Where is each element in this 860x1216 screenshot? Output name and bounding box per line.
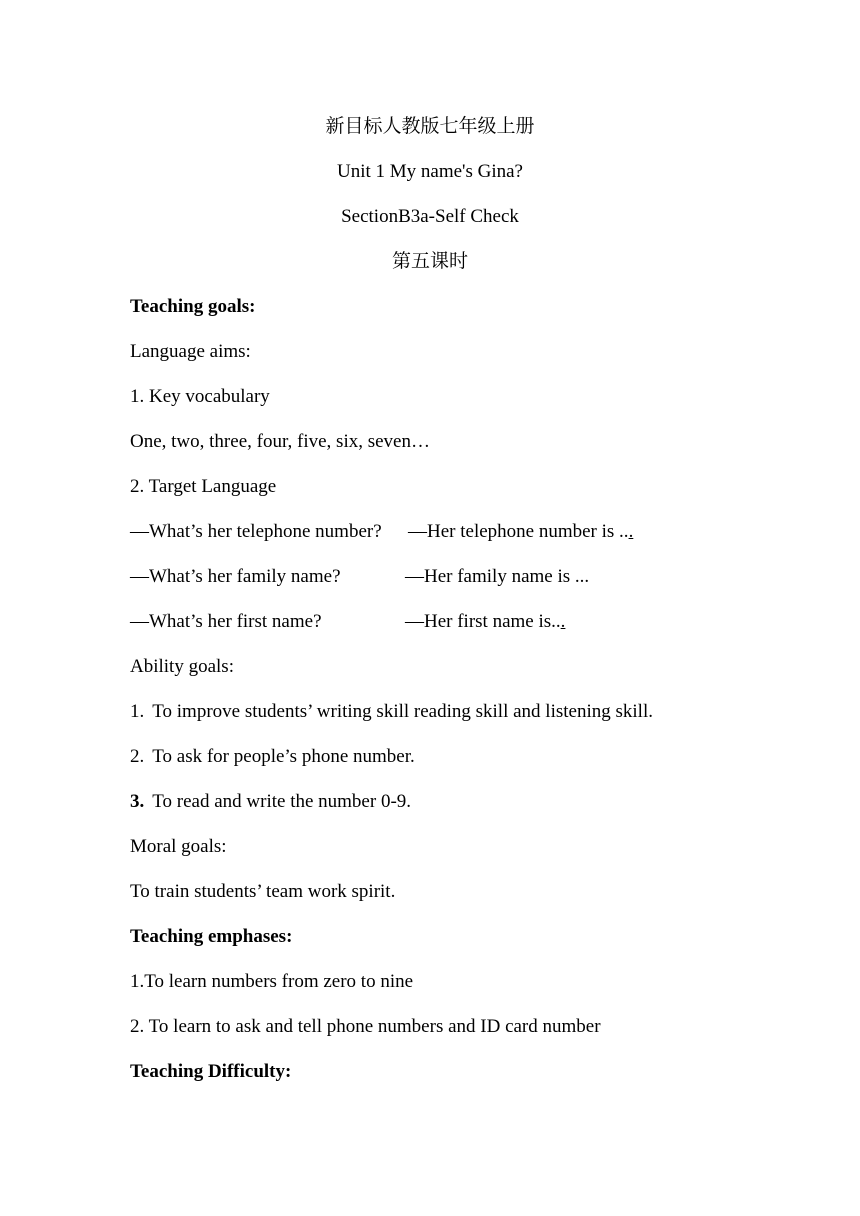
moral-goal-text: To train students’ team work spirit. <box>130 881 396 902</box>
section-title: SectionB3a-Self Check <box>341 206 519 227</box>
ability-goal-item: 3. To read and write the number 0-9. <box>130 791 412 812</box>
emphasis-item: 2. To learn to ask and tell phone numbers and ID card number <box>130 1016 601 1037</box>
document-title-cn: 新目标人教版七年级上册 <box>325 116 535 137</box>
dialogue-question: —What’s her family name? <box>130 566 341 587</box>
teaching-emphases-heading: Teaching emphases: <box>130 926 293 947</box>
moral-goals-heading: Moral goals: <box>130 836 227 857</box>
emphasis-item: 1.To learn numbers from zero to nine <box>130 971 414 992</box>
vocabulary-list: One, two, three, four, five, six, seven… <box>130 431 430 452</box>
teaching-goals-heading: Teaching goals: <box>130 296 256 317</box>
dialogue-row <box>130 610 566 634</box>
unit-title: Unit 1 My name's Gina? <box>336 161 523 182</box>
dialogue-question: —What’s her first name? <box>130 611 322 632</box>
key-vocabulary-item: 1. Key vocabulary <box>130 386 270 407</box>
ability-goals-heading: Ability goals: <box>130 656 234 677</box>
lesson-title: 第五课时 <box>391 251 468 272</box>
language-aims-heading: Language aims: <box>130 341 251 362</box>
teaching-difficulty-heading: Teaching Difficulty: <box>130 1061 292 1082</box>
dialogue-row <box>130 520 634 544</box>
dialogue-row <box>130 565 590 589</box>
ability-goal-item: 2. To ask for people’s phone number. <box>130 746 415 767</box>
dialogue-question: —What’s her telephone number? <box>130 521 382 542</box>
target-language-item: 2. Target Language <box>130 476 277 497</box>
dialogue-answer: —Her family name is ... <box>405 566 590 587</box>
dialogue-answer: —Her telephone number is ... <box>408 521 634 542</box>
ability-goal-item: 1. To improve students’ writing skill reading skill and listening skill. <box>130 701 653 722</box>
dialogue-answer: —Her first name is... <box>405 611 566 632</box>
